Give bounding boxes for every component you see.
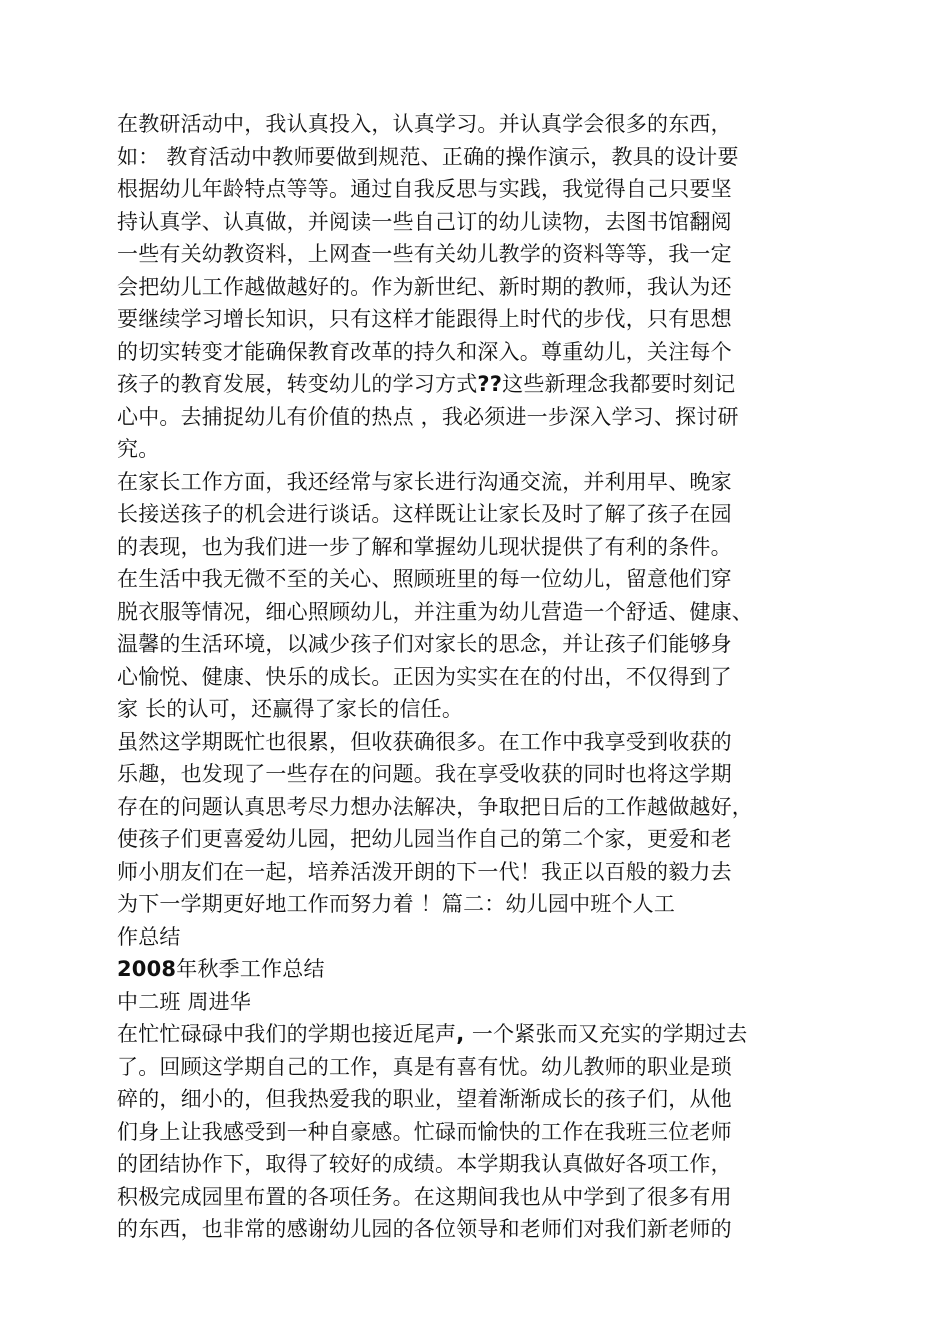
text-line: 在家长工作方面，我还经常与家长进行沟通交流，并利用早、晚家 <box>117 469 732 494</box>
text-line: 们身上让我感受到一种自豪感。忙碌而愉快的工作在我班三位老师 <box>117 1119 732 1144</box>
text-line: 要继续学习增长知识，只有这样才能跟得上时代的步伐，只有思想 <box>117 307 732 331</box>
text-line: 持认真学、认真做，并阅读一些自己订的幼儿读物，去图书馆翻阅 <box>117 209 732 234</box>
text-line: 究。 <box>117 437 160 461</box>
text-line: 乐趣，也发现了一些存在的问题。我在享受收获的同时也将这学期 <box>117 762 732 786</box>
text-line: 为下一学期更好地工作而努力着 ！篇二：幼儿园中班个人工 <box>117 892 676 916</box>
text-line: 在生活中我无微不至的关心、照顾班里的每一位幼儿，留意他们穿 <box>117 567 732 591</box>
text-line: 碎的，细小的，但我热爱我的职业，望着渐渐成长的孩子们，从他 <box>117 1087 732 1111</box>
text-line: 的切实转变才能确保教育改革的持久和深入。尊重幼儿，关注每个 <box>117 339 732 364</box>
text-line: 虽然这学期既忙也很累，但收获确很多。在工作中我享受到收获的 <box>117 729 732 754</box>
text-line: 根据幼儿年龄特点等等。通过自我反思与实践，我觉得自己只要坚 <box>117 177 732 201</box>
text-line: 使孩子们更喜爱幼儿园，把幼儿园当作自己的第二个家，更爱和老 <box>117 827 732 851</box>
text-line: 在忙忙碌碌中我们的学期也接近尾声, 一个紧张而又充实的学期过去 <box>117 1022 748 1046</box>
text-line: 了。回顾这学期自己的工作，真是有喜有忧。幼儿教师的职业是琐 <box>117 1054 732 1079</box>
text-line: 的表现，也为我们进一步了解和掌握幼儿现状提供了有利的条件。 <box>117 534 732 559</box>
text-line: 心愉悦、健康、快乐的成长。正因为实实在在的付出，不仅得到了 <box>117 664 732 689</box>
section-heading: 2008年秋季工作总结 <box>117 957 325 981</box>
text-line: 家 长的认可，还赢得了家长的信任。 <box>117 697 464 721</box>
text-line: 师小朋友们在一起，培养活泼开朗的下一代！我正以百般的毅力去 <box>117 859 732 884</box>
text-line: 会把幼儿工作越做越好的。作为新世纪、新时期的教师，我认为还 <box>117 274 732 299</box>
text-line: 一些有关幼教资料，上网查一些有关幼儿教学的资料等等，我一定 <box>117 242 732 266</box>
text-line: 脱衣服等情况，细心照顾幼儿，并注重为幼儿营造一个舒适、健康、 <box>117 599 753 624</box>
text-line: 存在的问题认真思考尽力想办法解决，争取把日后的工作越做越好， <box>117 794 753 819</box>
text-line: 长接送孩子的机会进行谈话。这样既让让家长及时了解了孩子在园 <box>117 502 732 526</box>
text-line: 作总结 <box>117 924 181 949</box>
text-line: 的团结协作下，取得了较好的成绩。本学期我认真做好各项工作， <box>117 1152 732 1176</box>
text-line: 在教研活动中，我认真投入，认真学习。并认真学会很多的东西， <box>117 112 732 136</box>
text-line: 的东西，也非常的感谢幼儿园的各位领导和老师们对我们新老师的 <box>117 1217 732 1241</box>
text-line: 温馨的生活环境，以减少孩子们对家长的思念，并让孩子们能够身 <box>117 632 732 656</box>
text-line: 如： 教育活动中教师要做到规范、正确的操作演示，教具的设计要 <box>117 144 739 169</box>
text-line: 心中。去捕捉幼儿有价值的热点 ，我必须进一步深入学习、探讨研 <box>117 404 739 429</box>
author-line: 中二班 周进华 <box>117 989 252 1014</box>
document-body <box>117 108 857 1246</box>
text-line: 孩子的教育发展，转变幼儿的学习方式??这些新理念我都要时刻记 <box>117 372 736 396</box>
text-line: 积极完成园里布置的各项任务。在这期间我也从中学到了很多有用 <box>117 1184 732 1209</box>
